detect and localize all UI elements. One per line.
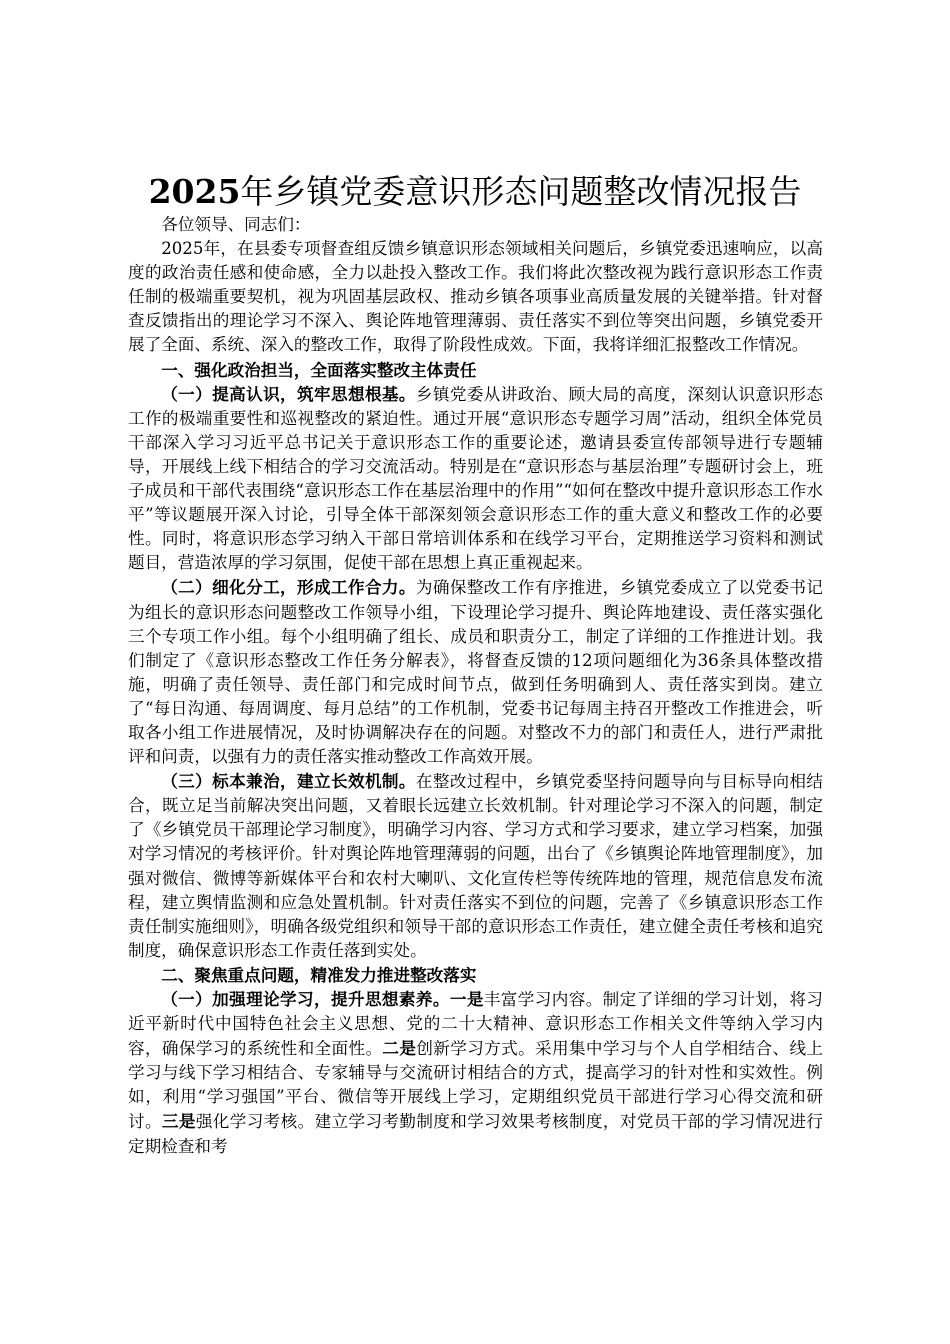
item-marker-3: 三是: [161, 1111, 196, 1132]
paragraph-text: 为确保整改工作有序推进，乡镇党委成立了以党委书记为组长的意识形态问题整改工作领导小组，下设理论学习提升、舆论阵地建设、责任落实强化三个专项工作小组。每个小组明确了组长、成员和职责分工，制定了详细的工作推进计划。我们制定了《意识形态整改工作任务分解表》，将督查反馈的12项问题细化为36条具体整改措施，明确了责任领导、责任部门和完成时间节点，做到任务明确到人、责任落实到岗。建立了“每日沟通、每周调度、每月总结”的工作机制，党委书记每周主持召开整改工作推进会，听取各小组工作进展情况，及时协调解决存在的问题。对整改不力的部门和责任人，进行严肃批评和问责，以强有力的责任落实推动整改工作高效开展。: [128, 578, 824, 767]
section-2-paragraph-1: [128, 987, 823, 1159]
section-1-paragraph-2: [128, 575, 823, 769]
paragraph-lead: （二）细化分工，形成工作合力。: [161, 577, 416, 598]
paragraph-lead: （三）标本兼治，建立长效机制。: [161, 771, 416, 792]
section-1-paragraph-3: [128, 769, 823, 963]
document-body: [128, 213, 823, 1159]
document-title: [120, 170, 830, 214]
section-1-paragraph-1: [128, 382, 823, 576]
section-1-heading: 一、强化政治担当，全面落实整改主体责任: [161, 359, 477, 380]
paragraph-text: 在整改过程中，乡镇党委坚持问题导向与目标导向相结合，既立足当前解决突出问题，又着眼长远建立长效机制。针对理论学习不深入的问题，制定了《乡镇党员干部理论学习制度》，明确学习内容、学习方式和学习要求，建立学习档案，加强对学习情况的考核评价。针对舆论阵地管理薄弱的问题，出台了《乡镇舆论阵地管理制度》，加强对微信、微博等新媒体平台和农村大喇叭、文化宣传栏等传统阵地的管理，规范信息发布流程，建立舆情监测和应急处置机制。针对责任落实不到位的问题，完善了《乡镇意识形态工作责任制实施细则》，明确各级党组织和领导干部的意识形态工作责任，建立健全责任考核和追究制度，确保意识形态工作责任落到实处。: [128, 772, 824, 960]
salutation: 各位领导、同志们：: [161, 215, 311, 234]
paragraph-lead: （一）加强理论学习，提升思想素养。: [161, 989, 450, 1009]
item-text-2: 创新学习方式。采用集中学习与个人自学相结合、线上学习与线下学习相结合、专家辅导与交流研讨相结合的方式，提高学习的针对性和实效性。例如，利用“学习强国”平台、微信等开展线上学习，定期组织党员干部进行学习心得交流和研讨。: [128, 1039, 824, 1132]
item-marker-2: 二是: [382, 1038, 417, 1059]
item-text-1: 丰富学习内容。制定了详细的学习计划，将习近平新时代中国特色社会主义思想、党的二十大精神、意识形态工作相关文件等纳入学习内容，确保学习的系统性和全面性。: [128, 990, 824, 1059]
title-text: 年乡镇党委意识形态问题整改情况报告: [240, 172, 802, 211]
section-2-heading: 二、聚焦重点问题，精准发力推进整改落实: [161, 964, 477, 985]
item-text-3: 强化学习考核。建立学习考勤制度和学习效果考核制度，对党员干部的学习情况进行定期检查和考: [128, 1112, 824, 1156]
paragraph-text: 乡镇党委从讲政治、顾大局的高度，深刻认识意识形态工作的极端重要性和巡视整改的紧迫性。通过开展“意识形态专题学习周”活动，组织全体党员干部深入学习习近平总书记关于意识形态工作的重要论述，邀请县委宣传部领导进行专题辅导，开展线上线下相结合的学习交流活动。特别是在“意识形态与基层治理”专题研讨会上，班子成员和干部代表围绕“意识形态工作在基层治理中的作用”“如何在整改中提升意识形态工作水平”等议题展开深入讨论，引导全体干部深刻领会意识形态工作的重大意义和整改工作的必要性。同时，将意识形态学习纳入干部日常培训体系和在线学习平台，定期推送学习资料和测试题目，营造浓厚的学习氛围，促使干部在思想上真正重视起来。: [128, 384, 824, 573]
item-marker-1: 一是: [449, 989, 484, 1009]
title-year: 2025: [148, 172, 241, 211]
intro-paragraph: 2025年，在县委专项督查组反馈乡镇意识形态领域相关问题后，乡镇党委迅速响应，以高度的政治责任感和使命感，全力以赴投入整改工作。我们将此次整改视为践行意识形态工作责任制的极端重要契机，视为巩固基层政权、推动乡镇各项事业高质量发展的关键举措。针对督查反馈指出的理论学习不深入、舆论阵地管理薄弱、责任落实不到位等突出问题，乡镇党委开展了全面、系统、深入的整改工作，取得了阶段性成效。下面，我将详细汇报整改工作情况。: [128, 239, 823, 355]
paragraph-lead: （一）提高认识，筑牢思想根基。: [161, 383, 416, 404]
